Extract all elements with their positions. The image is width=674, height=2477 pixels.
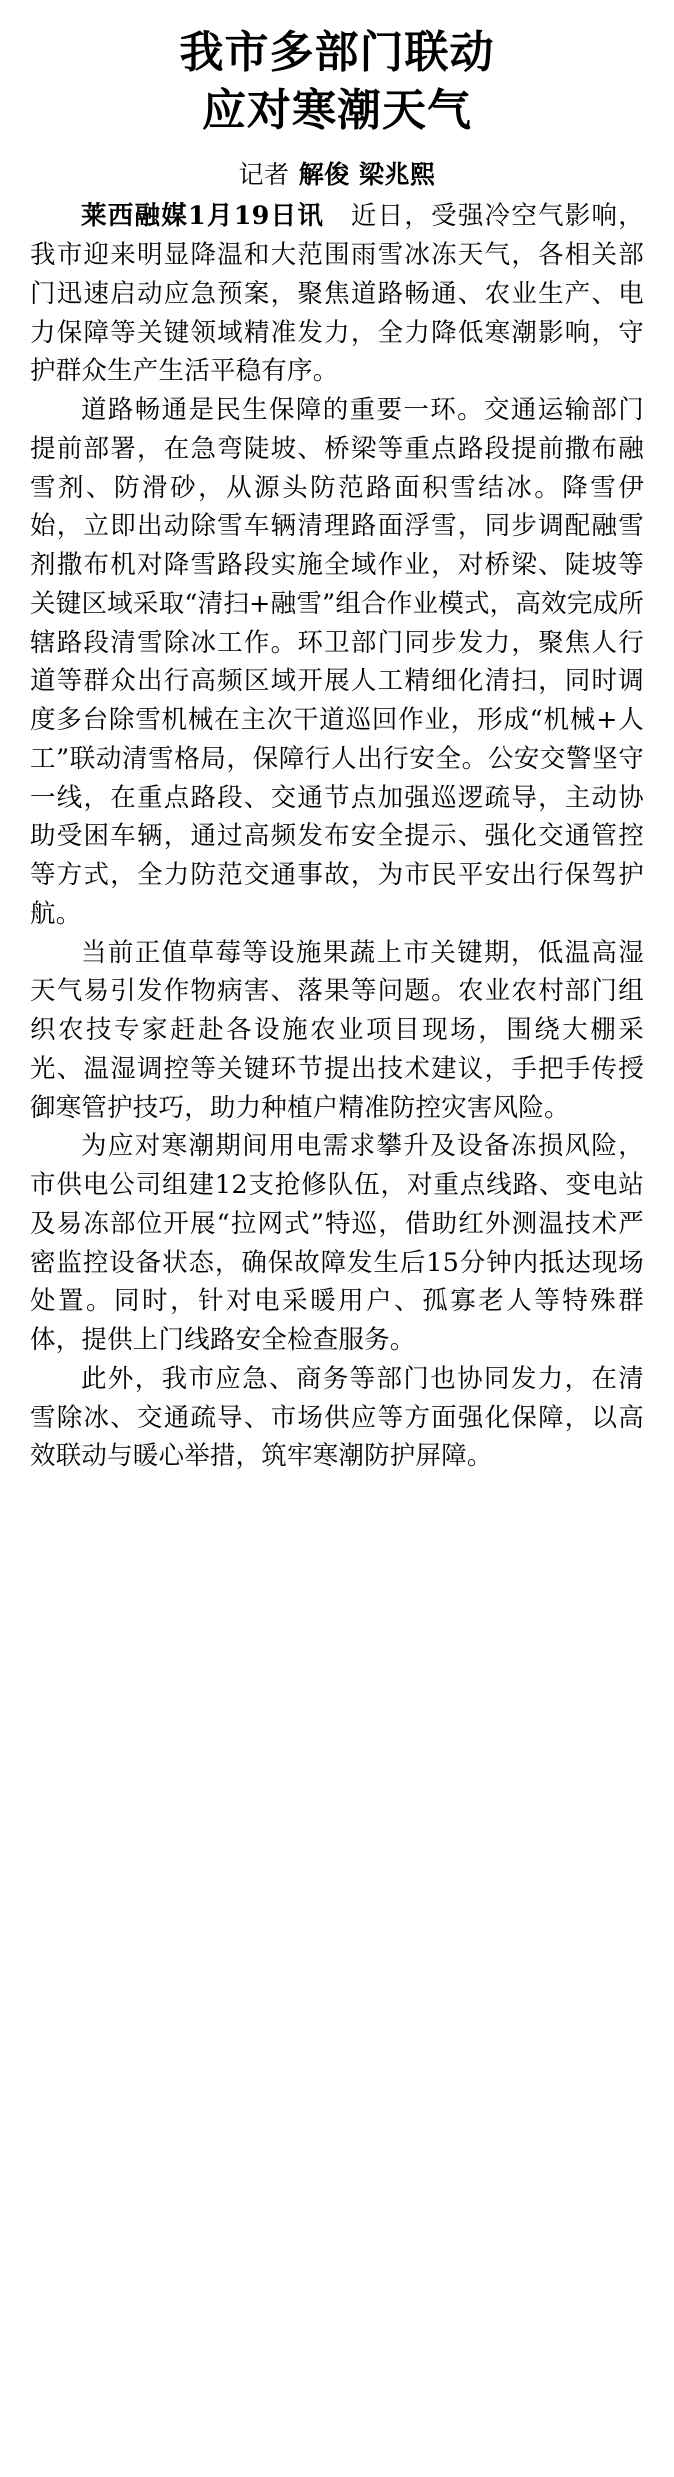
dateline: 莱西融媒1月19日讯 [81, 201, 325, 232]
page-title [30, 26, 644, 137]
article-paragraph-2: 道路畅通是民生保障的重要一环。交通运输部门提前部署，在急弯陡坡、桥梁等重点路段提前撒布融雪剂、防滑砂，从源头防范路面积雪结冰。降雪伊始，立即出动除雪车辆清理路面浮雪，同步调配融雪剂撒布机对降雪路段实施全域作业，对桥梁、陡坡等关键区域采取“清扫+融雪”组合作业模式，高效完成所辖路段清雪除冰工作。环卫部门同步发力，聚焦人行道等群众出行高频区域开展人工精细化清扫，同时调度多台除雪机械在主次干道巡回作业，形成“机械+人工”联动清雪格局，保障行人出行安全。公安交警坚守一线，在重点路段、交通节点加强巡逻疏导，主动协助受困车辆，通过高频发布安全提示、强化交通管控等方式，全力防范交通事故，为市民平安出行保驾护航。 [30, 395, 644, 929]
paragraph-text: 近日，受强冷空气影响，我市迎来明显降温和大范围雨雪冰冻天气，各相关部门迅速启动应急预案，聚焦道路畅通、农业生产、电力保障等关键领域精准发力，全力降低寒潮影响，守护群众生产生活平稳有序。 [30, 201, 645, 387]
byline-names: 解俊 梁兆熙 [298, 160, 436, 190]
article-paragraph-4: 为应对寒潮期间用电需求攀升及设备冻损风险，市供电公司组建12支抢修队伍，对重点线路、变电站及易冻部位开展“拉网式”特巡，借助红外测温技术严密监控设备状态，确保故障发生后15分钟内抵达现场处置。同时，针对电采暖用户、孤寡老人等特殊群体，提供上门线路安全检查服务。 [30, 1131, 644, 1356]
byline [30, 155, 644, 191]
headline-line-1: 我市多部门联动 [179, 27, 495, 78]
article-paragraph-1 [30, 197, 644, 391]
article-paragraph-3: 当前正值草莓等设施果蔬上市关键期，低温高湿天气易引发作物病害、落果等问题。农业农村部门组织农技专家赶赴各设施农业项目现场，围绕大棚采光、温湿调控等关键环节提出技术建议，手把手传授御寒管护技巧，助力种植户精准防控灾害风险。 [30, 937, 644, 1123]
article-paragraph-5: 此外，我市应急、商务等部门也协同发力，在清雪除冰、交通疏导、市场供应等方面强化保障，以高效联动与暖心举措，筑牢寒潮防护屏障。 [30, 1363, 644, 1472]
headline-line-2: 应对寒潮天气 [202, 84, 472, 136]
byline-label: 记者 [238, 160, 290, 190]
article-body [30, 197, 644, 1476]
